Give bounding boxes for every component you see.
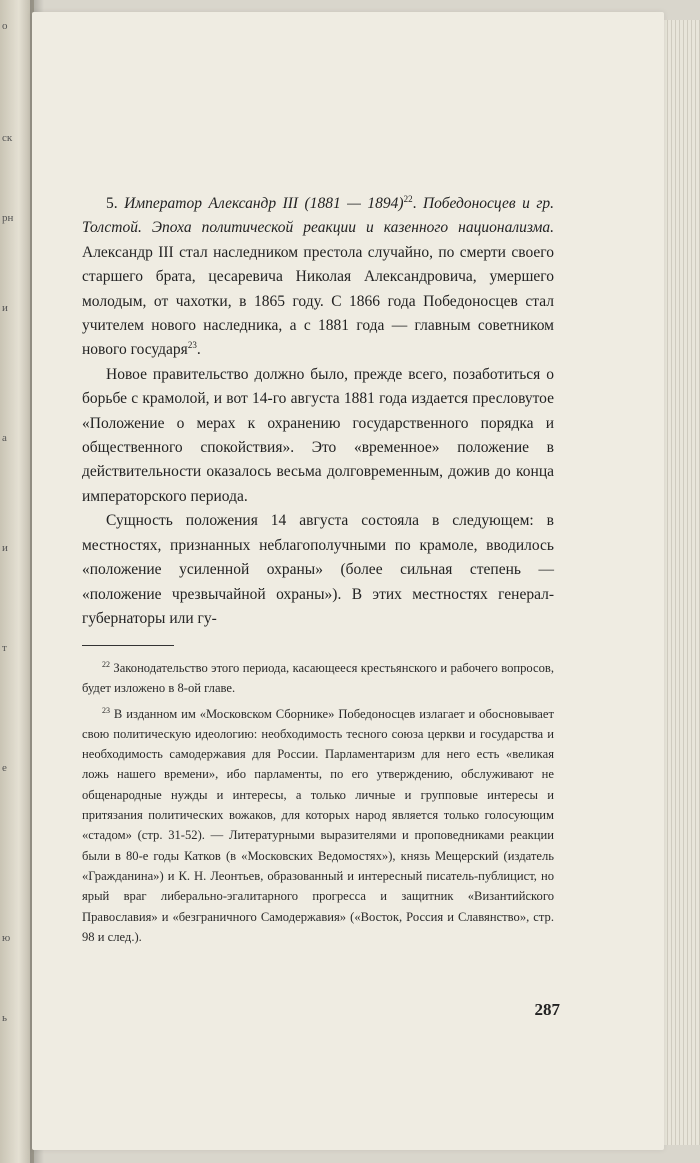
facing-page-fragment: и xyxy=(2,542,8,554)
paragraph-3: Сущность положения 14 августа состояла в следующем: в местностях, признанных неблагополучными по крамоле, вводилось «положение усиленной охраны» (более сильная степень — «положение чрезвычайной охраны»). В этих местностях генерал-губернаторы или гу- xyxy=(82,512,554,627)
footnote xyxy=(82,704,554,948)
facing-page-fragment: о xyxy=(2,20,8,32)
section-subheading: Победоносцев и гр. Толстой. Эпоха политической реакции и казенного национализма. xyxy=(82,195,554,237)
paragraph-section-5: 5. Император Александр III (1881 — 1894)$^{22}$. Победоносцев и гр. Толстой. Эпоха политической реакции и казенного национализма. Александр III стал наследником престола случайно, по смерти своего старшего брата, цесаревича Николая Александровича, умершего молодым, от чахотки, в 1865 году. С 1866 года Победоносцев стал учителем нового наследника, а с 1881 года — главным советником нового государя$^{23}$. xyxy=(82,193,554,359)
footnote-text: Законодательство этого периода, касающееся крестьянского и рабочего вопросов, будет изложено в 8-ой главе. xyxy=(82,661,554,696)
page-number: 287 xyxy=(534,1000,560,1019)
paragraph-body: Александр III стал наследником престола случайно, по смерти своего старшего брата, цесаревича Николая Александровича, умершего молодым, от чахотки, в 1865 году. С 1866 года Победоносцев стал учителем нового наследника, а с 1881 года — главным советником нового государя xyxy=(82,243,554,359)
facing-page-fragment: т xyxy=(2,642,7,654)
facing-page-edge xyxy=(0,0,34,1163)
paragraph-2: Новое правительство должно было, прежде всего, позаботиться о борьбе с крамолой, и вот 14-го августа 1881 года издается пресловутое «Положение о мерах к охранению государственного порядка и общественного спокойствия». Это «временное» положение в действительности оказалось весьма долговременным, дожив до конца императорского периода. xyxy=(82,365,554,505)
facing-page-fragment: ск xyxy=(2,132,13,144)
facing-page-fragment: е xyxy=(2,762,7,774)
footnote-ref: 23 xyxy=(187,340,197,351)
footnote-ref: 22 xyxy=(403,193,413,204)
facing-page-fragment: а xyxy=(2,432,7,444)
section-heading: Император Александр III (1881 — 1894) xyxy=(124,195,404,212)
facing-page-fragment: и xyxy=(2,302,8,314)
footnote xyxy=(82,658,554,699)
section-number: 5. xyxy=(106,195,118,212)
footnote-separator xyxy=(82,645,174,646)
footnote-number: 23 xyxy=(102,705,110,715)
footnote-number: 22 xyxy=(102,659,110,669)
facing-page-fragment: ю xyxy=(2,932,11,944)
facing-page-fragment: рн xyxy=(2,212,14,224)
footnotes xyxy=(82,658,554,952)
facing-page-fragment: ь xyxy=(2,1012,8,1024)
footnote-text: В изданном им «Московском Сборнике» Победоносцев излагает и обосновывает свою политическую идеологию: необходимость тесного союза церкви и государства и необходимость самодержавия для России. Парламентаризм для него есть «великая ложь нашего времени», ибо парламенты, по его утверждению, обслуживают не общенародные нужды и интересы, а только личные и групповые интересы и притязания политических вожаков, для которых народ является только голосующим «стадом» (стр. 31-52). — Литературными выразителями и проповедниками реакции были в 80-е годы Катков (в «Московских Ведомостях»), князь Мещерский (издатель «Гражданина») и К. Н. Леонтьев, образованный и интересный писатель-публицист, но ярый враг либерально-эгалитарного прогресса и защитник «Византийского Православия» и «безграничного Самодержавия» («Восток, Россия и Славянство», стр. 98 и след.). xyxy=(82,706,554,944)
main-text xyxy=(82,192,554,631)
page-stack-edge xyxy=(664,20,700,1145)
